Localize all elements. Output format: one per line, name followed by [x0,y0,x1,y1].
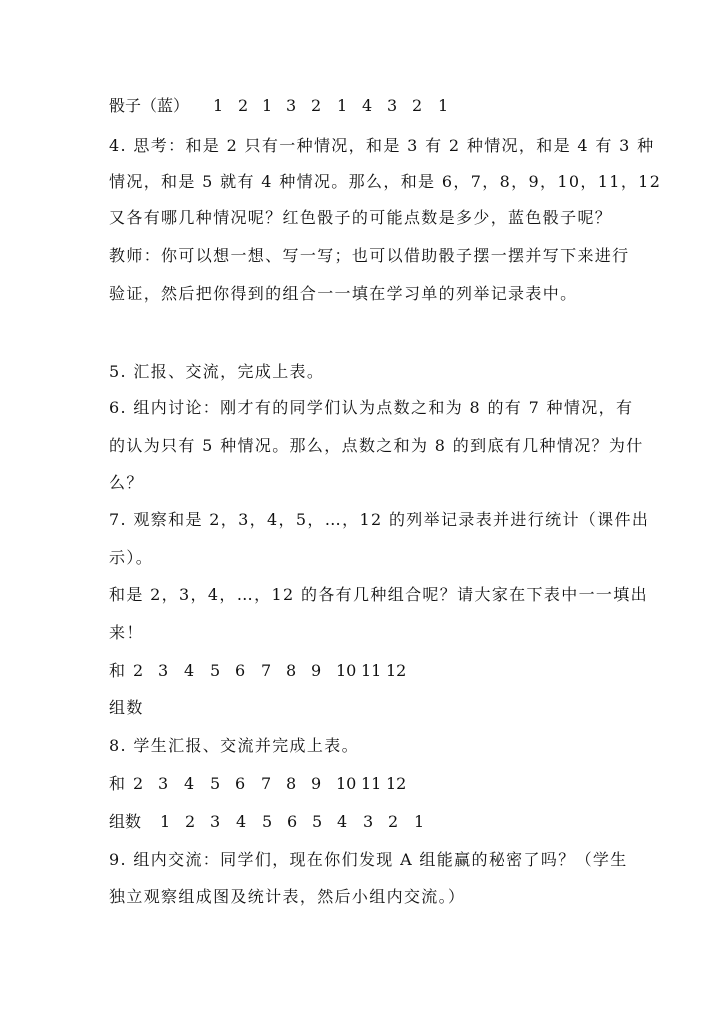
sum-value: 4 [184,661,195,680]
sum-value: 8 [286,774,297,793]
sum-label: 和 [109,661,126,680]
sum-value: 10 [336,774,357,793]
item7-line: 示）。 [109,548,154,567]
dice-blue-value: 2 [238,96,249,115]
sum-value: 9 [311,661,322,680]
sum-value: 2 [133,774,144,793]
dice-blue-value: 1 [213,96,224,115]
count-value: 1 [160,812,171,831]
count-value: 6 [287,812,298,831]
sum-value: 7 [261,661,272,680]
item6-line: 6. 组内讨论：刚才有的同学们认为点数之和为 8 的有 7 种情况，有 [109,398,634,417]
prompt-line: 来！ [109,623,144,642]
sum-value: 3 [158,774,169,793]
count-value: 4 [236,812,247,831]
item5-line: 5. 汇报、交流，完成上表。 [109,362,325,381]
item9-line: 独立观察组成图及统计表，然后小组内交流。） [109,887,466,906]
dice-blue-value: 2 [311,96,322,115]
item4-line: 4. 思考：和是 2 只有一种情况，和是 3 有 2 种情况，和是 4 有 3 种 [109,136,655,155]
dice-blue-value: 4 [362,96,373,115]
count-value: 2 [388,812,399,831]
count-value: 5 [262,812,273,831]
sum-value: 5 [210,774,221,793]
item8-line: 8. 学生汇报、交流并完成上表。 [109,736,359,755]
dice-blue-value: 2 [412,96,423,115]
dice-blue-value: 3 [286,96,297,115]
dice-blue-value: 1 [438,96,449,115]
teacher-line: 教师：你可以想一想、写一写；也可以借助骰子摆一摆并写下来进行 [109,246,630,265]
dice-blue-value: 1 [262,96,273,115]
count-value: 1 [414,812,425,831]
count-value: 3 [363,812,374,831]
sum-value: 6 [235,661,246,680]
sum-value: 10 [336,661,357,680]
dice-blue-value: 3 [387,96,398,115]
item4-line: 情况，和是 5 就有 4 种情况。那么，和是 6，7，8，9，10，11，12 [109,172,662,191]
item9-line: 9. 组内交流：同学们，现在你们发现 A 组能赢的秘密了吗？（学生 [109,850,628,869]
sum-value: 9 [311,774,322,793]
sum-value: 12 [386,774,407,793]
dice-blue-label: 骰子（蓝） [109,96,190,115]
count-value: 3 [210,812,221,831]
sum-value: 3 [158,661,169,680]
teacher-line: 验证，然后把你得到的组合一一填在学习单的列举记录表中。 [109,284,578,303]
sum-value: 12 [386,661,407,680]
sum-value: 8 [286,661,297,680]
prompt-line: 和是 2，3，4，…，12 的各有几种组合呢？请大家在下表中一一填出 [109,585,648,604]
count-value: 2 [185,812,196,831]
sum-value: 6 [235,774,246,793]
sum-label: 和 [109,774,126,793]
dice-blue-value: 1 [337,96,348,115]
count-value: 4 [337,812,348,831]
item6-line: 的认为只有 5 种情况。那么，点数之和为 8 的到底有几种情况？为什 [109,436,644,455]
item7-line: 7. 观察和是 2，3，4，5，…，12 的列举记录表并进行统计（课件出 [109,510,650,529]
count-label: 组数 [109,812,142,831]
sum-value: 11 [361,774,382,793]
sum-value: 11 [361,661,382,680]
table1-count-label: 组数 [109,698,144,717]
sum-value: 7 [261,774,272,793]
item4-line: 又各有哪几种情况呢？红色骰子的可能点数是多少，蓝色骰子呢？ [109,208,613,227]
sum-value: 4 [184,774,195,793]
sum-value: 5 [210,661,221,680]
sum-value: 2 [133,661,144,680]
item6-line: 么？ [109,473,144,492]
count-value: 5 [312,812,323,831]
